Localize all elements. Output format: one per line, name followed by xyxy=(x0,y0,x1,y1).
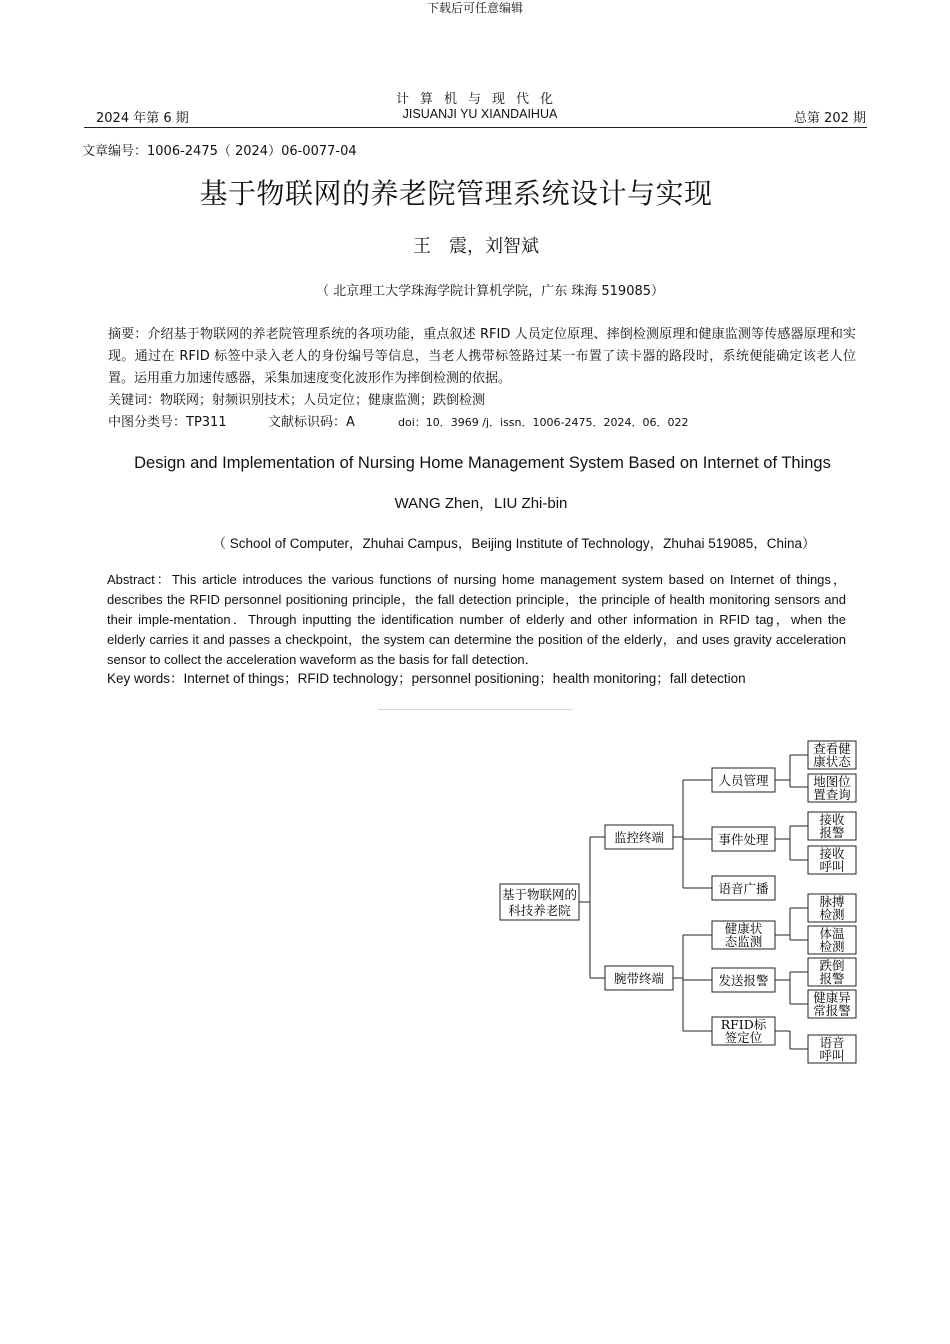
affiliation-cn: （ 北京理工大学珠海学院计算机学院，广东 珠海 519085） xyxy=(315,284,665,299)
article-number: 文章编号：1006-2475（ 2024）06-0077-04 xyxy=(82,144,357,159)
clc-number: 中图分类号：TP311 xyxy=(108,415,227,430)
diagram-node-event-handling xyxy=(712,827,775,851)
diagram-leaf-pulse-detection-line2: 检测 xyxy=(819,907,845,922)
diagram-leaf-receive-call-line1: 接收 xyxy=(819,846,845,861)
diagram-leaf-receive-alarm-line2: 报警 xyxy=(819,825,845,840)
doi: doi：10．3969 /j．issn．1006-2475．2024．06．022 xyxy=(398,416,689,429)
abstract-cn: 摘要：介绍基于物联网的养老院管理系统的各项功能，重点叙述 RFID 人员定位原理、摔倒检测原理和健康监测等传感器原理和实现。通过在 RFID 标签中录入老人的身份编号等信息，当老人携带标签路过某一布置了读卡器的路段时，系统便能确定该老人位置。运用重力加速传感器，采集加速度变化波形作为摔倒检测的依据。 xyxy=(108,327,856,386)
diagram-node-health-monitoring-line1: 健康状 xyxy=(724,921,763,936)
diagram-node-health-monitoring-line2: 态监测 xyxy=(724,934,763,949)
title-en: Design and Implementation of Nursing Home Management System Based on Internet of Things xyxy=(134,454,831,472)
diagram-leaf-voice-call-line1: 语音 xyxy=(819,1035,845,1050)
total-issue-number: 总第 202 期 xyxy=(793,111,866,126)
authors-cn: 王 震，刘智斌 xyxy=(413,236,539,257)
issue-number: 2024 年第 6 期 xyxy=(96,111,189,126)
journal-name-cn: 计算机与现代化 xyxy=(395,92,564,107)
keywords-en: Key words：Internet of things；RFID technology；personnel positioning；health monitoring；fall detection xyxy=(107,671,746,686)
diagram-node-voice-broadcast-label: 语音广播 xyxy=(718,881,769,896)
diagram-leaf-view-health-status-line1: 查看健 xyxy=(813,741,851,756)
document-code: 文献标识码：A xyxy=(268,415,355,430)
diagram-leaf-map-location-query-line1: 地图位 xyxy=(813,774,851,789)
diagram-leaf-view-health-status-line2: 康状态 xyxy=(813,754,851,769)
diagram-leaf-health-anomaly-alarm-line1: 健康异 xyxy=(813,990,851,1005)
diagram-node-monitor-terminal xyxy=(605,825,673,849)
diagram-leaf-voice-call-line2: 呼叫 xyxy=(819,1048,845,1063)
diagram-leaf-map-location-query xyxy=(808,774,856,802)
diagram-node-monitor-terminal-label: 监控终端 xyxy=(613,830,665,845)
diagram-node-rfid-positioning xyxy=(712,1017,775,1045)
diagram-node-root xyxy=(500,884,579,920)
diagram-leaf-temperature-detection-line2: 检测 xyxy=(819,939,845,954)
title-cn: 基于物联网的养老院管理系统设计与实现 xyxy=(199,177,713,210)
diagram-node-voice-broadcast xyxy=(712,876,775,900)
diagram-leaf-health-anomaly-alarm xyxy=(808,990,856,1018)
diagram-leaf-receive-call-line2: 呼叫 xyxy=(819,859,845,874)
diagram-node-root-line2: 科技养老院 xyxy=(508,903,571,918)
diagram-node-health-monitoring xyxy=(712,921,775,949)
diagram-node-send-alarm xyxy=(712,968,775,992)
diagram-node-personnel-management-label: 人员管理 xyxy=(718,773,769,788)
system-structure-diagram xyxy=(490,735,870,1070)
keywords-cn: 关键词：物联网；射频识别技术；人员定位；健康监测；跌倒检测 xyxy=(108,393,486,408)
authors-en: WANG Zhen，LIU Zhi-bin xyxy=(394,495,568,512)
diagram-leaf-pulse-detection-line1: 脉搏 xyxy=(819,894,845,909)
diagram-leaf-fall-alarm-line1: 跌倒 xyxy=(819,958,845,973)
diagram-leaf-view-health-status xyxy=(808,741,856,769)
diagram-leaf-map-location-query-line2: 置查询 xyxy=(813,787,851,802)
journal-name-en: JISUANJI YU XIANDAIHUA xyxy=(402,107,558,121)
download-banner: 下载后可任意编辑 xyxy=(426,1,523,15)
diagram-leaf-temperature-detection-line1: 体温 xyxy=(819,926,845,941)
diagram-node-wristband-terminal-label: 腕带终端 xyxy=(613,971,665,986)
diagram-leaf-receive-call xyxy=(808,846,856,874)
diagram-node-wristband-terminal xyxy=(605,966,673,990)
diagram-leaf-pulse-detection xyxy=(808,894,856,922)
diagram-leaf-receive-alarm xyxy=(808,812,856,840)
diagram-leaf-voice-call xyxy=(808,1035,856,1063)
affiliation-en: （ School of Computer，Zhuhai Campus，Beijing Institute of Technology，Zhuhai 519085，China） xyxy=(212,536,816,551)
diagram-node-root-line1: 基于物联网的 xyxy=(501,887,578,902)
diagram-node-event-handling-label: 事件处理 xyxy=(718,832,769,847)
diagram-node-rfid-positioning-line1: RFID标 xyxy=(720,1017,767,1032)
classification-line xyxy=(108,412,856,434)
abstract-en: Abstract：This article introduces the various functions of nursing home management system based on Internet of things，describes the RFID personnel positioning principle，the fall detection principle，the principle of health monitoring sensors and their imple-mentation．Through inputting the identification number of elderly and other information in RFID tag，when the elderly carries it and passes a checkpoint，the system can determine the position of the elderly，and uses gravity acceleration sensor to collect the acceleration waveform as the basis for fall detection． xyxy=(107,572,846,667)
diagram-node-rfid-positioning-line2: 签定位 xyxy=(724,1030,763,1045)
diagram-leaf-temperature-detection xyxy=(808,926,856,954)
diagram-leaf-fall-alarm xyxy=(808,958,856,986)
diagram-leaf-fall-alarm-line2: 报警 xyxy=(819,971,845,986)
separator-rule xyxy=(378,709,572,710)
diagram-node-personnel-management xyxy=(712,768,775,792)
header-rule xyxy=(84,127,867,128)
diagram-node-send-alarm-label: 发送报警 xyxy=(718,973,769,988)
diagram-leaf-health-anomaly-alarm-line2: 常报警 xyxy=(813,1003,851,1018)
diagram-leaf-receive-alarm-line1: 接收 xyxy=(819,812,845,827)
